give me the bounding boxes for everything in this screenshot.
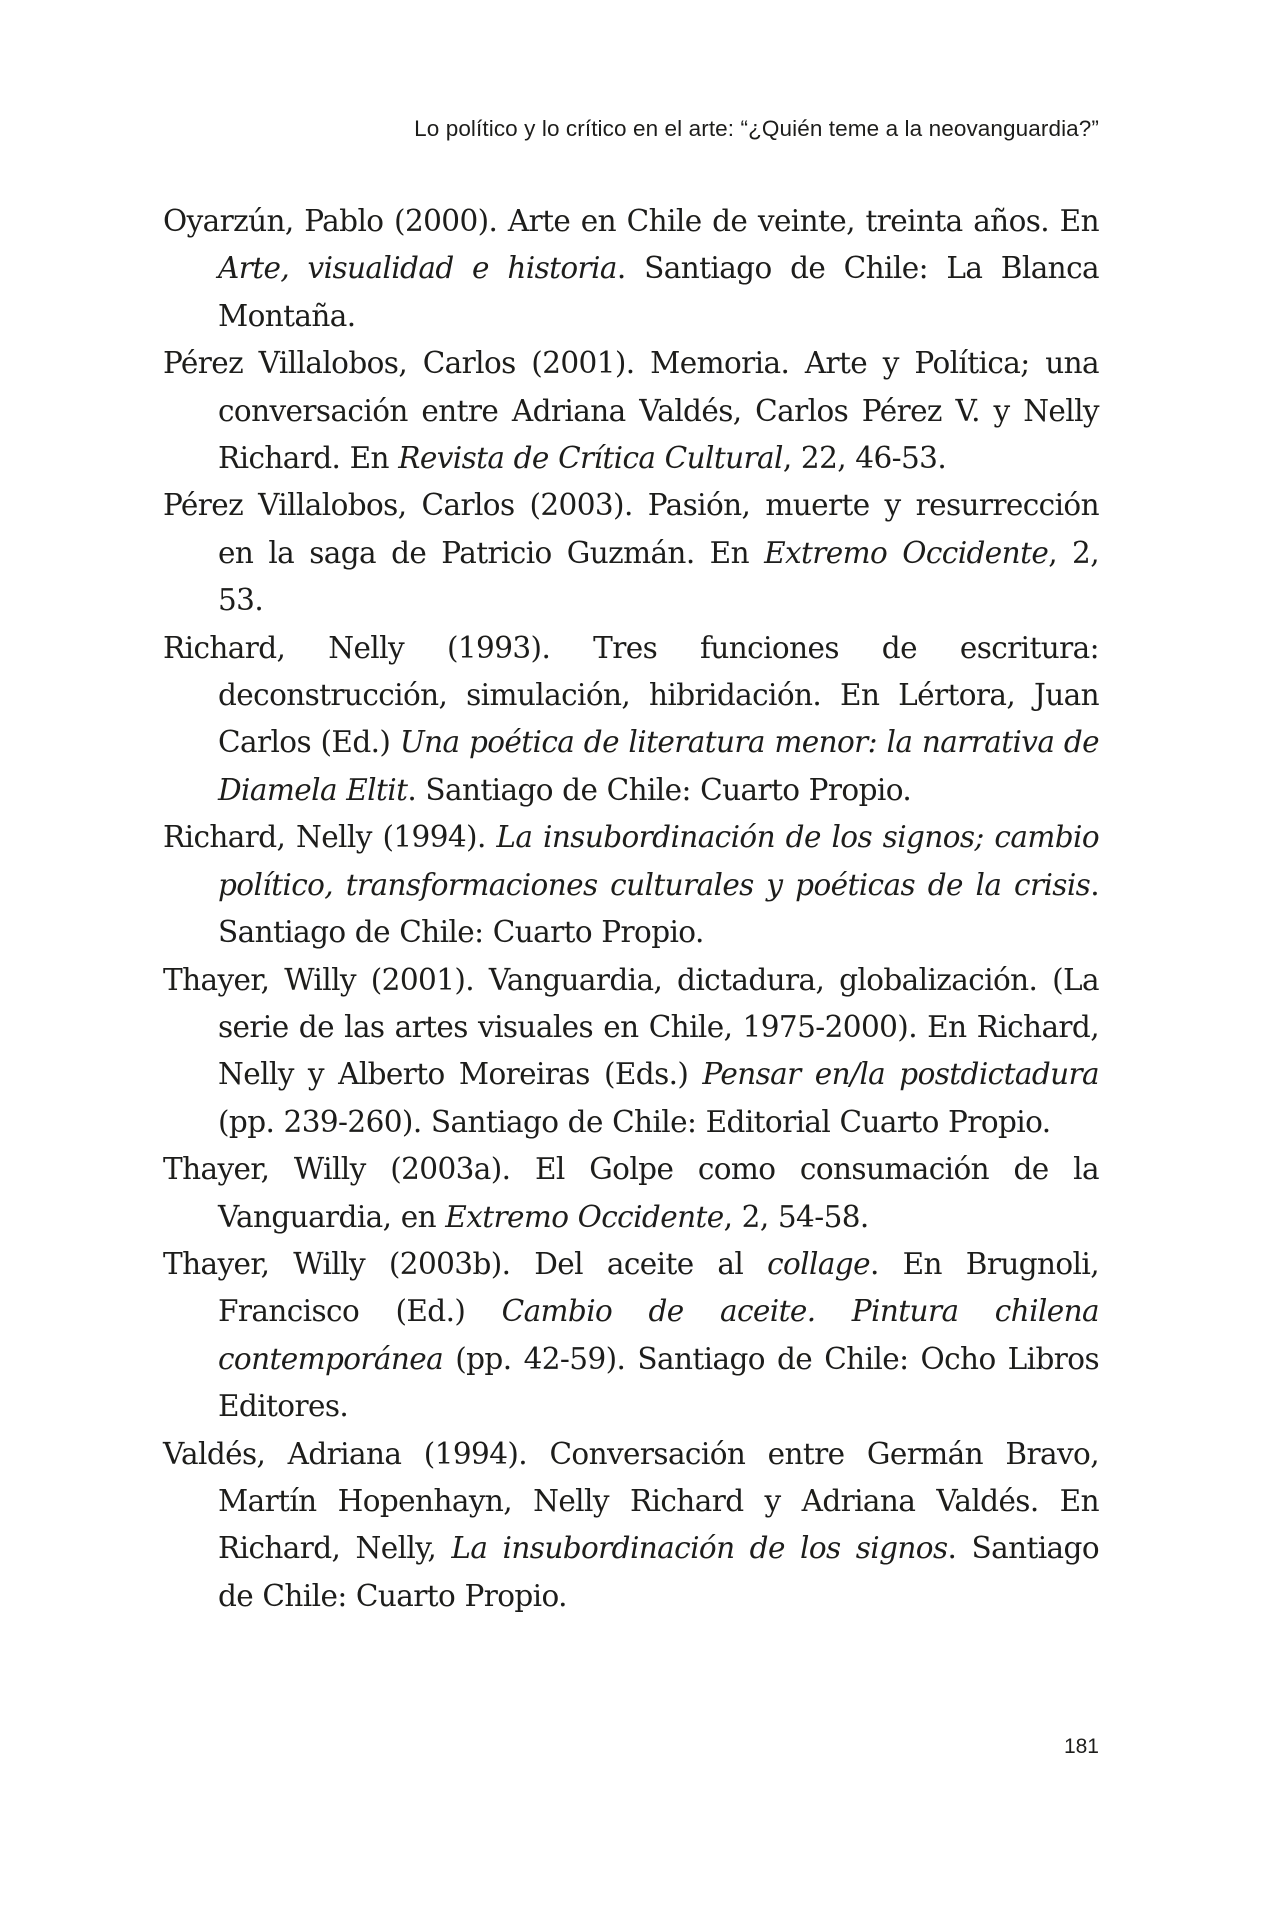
reference-entry: Valdés, Adriana (1994). Conversación entre Germán Bravo, Martín Hopenhayn, Nelly Richard y Adriana Valdés. En Richard, Nelly, La insubordinación de los signos. Santiago de Chile: Cuarto Propio. <box>163 1436 1099 1613</box>
reference-entry: Oyarzún, Pablo (2000). Arte en Chile de veinte, treinta años. En Arte, visualidad e historia. Santiago de Chile: La Blanca Montaña. <box>163 204 1099 333</box>
reference-entry: Pérez Villalobos, Carlos (2001). Memoria. Arte y Política; una conversación entre Adriana Valdés, Carlos Pérez V. y Nelly Richard. En Revista de Crítica Cultural, 22, 46-53. <box>163 346 1099 476</box>
reference-entry: Thayer, Willy (2003a). El Golpe como consumación de la Vanguardia, en Extremo Occidente, 2, 54-58. <box>163 1152 1099 1234</box>
page-number: 181 <box>1063 1735 1099 1758</box>
reference-entry: Thayer, Willy (2001). Vanguardia, dictadura, globalización. (La serie de las artes visuales en Chile, 1975-2000). En Richard, Nelly y Alberto Moreiras (Eds.) Pensar en/la postdictadura (pp. 239-260). Santiago de Chile: Editorial Cuarto Propio. <box>163 962 1099 1139</box>
reference-entry: Richard, Nelly (1993). Tres funciones de escritura: deconstrucción, simulación, hibridación. En Lértora, Juan Carlos (Ed.) Una poética de literatura menor: la narrativa de Diamela Eltit. Santiago de Chile: Cuarto Propio. <box>163 630 1099 807</box>
reference-entry: Richard, Nelly (1994). La insubordinación de los signos; cambio político, transformaciones culturales y poéticas de la crisis. Santiago de Chile: Cuarto Propio. <box>163 820 1099 950</box>
running-header: Lo político y lo crítico en el arte: “¿Quién teme a la neovanguardia?” <box>414 116 1099 141</box>
reference-list <box>163 198 1099 1620</box>
reference-entry: Thayer, Willy (2003b). Del aceite al collage. En Brugnoli, Francisco (Ed.) Cambio de aceite. Pintura chilena contemporánea (pp. 42-59). Santiago de Chile: Ocho Libros Editores. <box>163 1246 1100 1424</box>
reference-entry: Pérez Villalobos, Carlos (2003). Pasión, muerte y resurrección en la saga de Patricio Guzmán. En Extremo Occidente, 2, 53. <box>163 488 1099 618</box>
